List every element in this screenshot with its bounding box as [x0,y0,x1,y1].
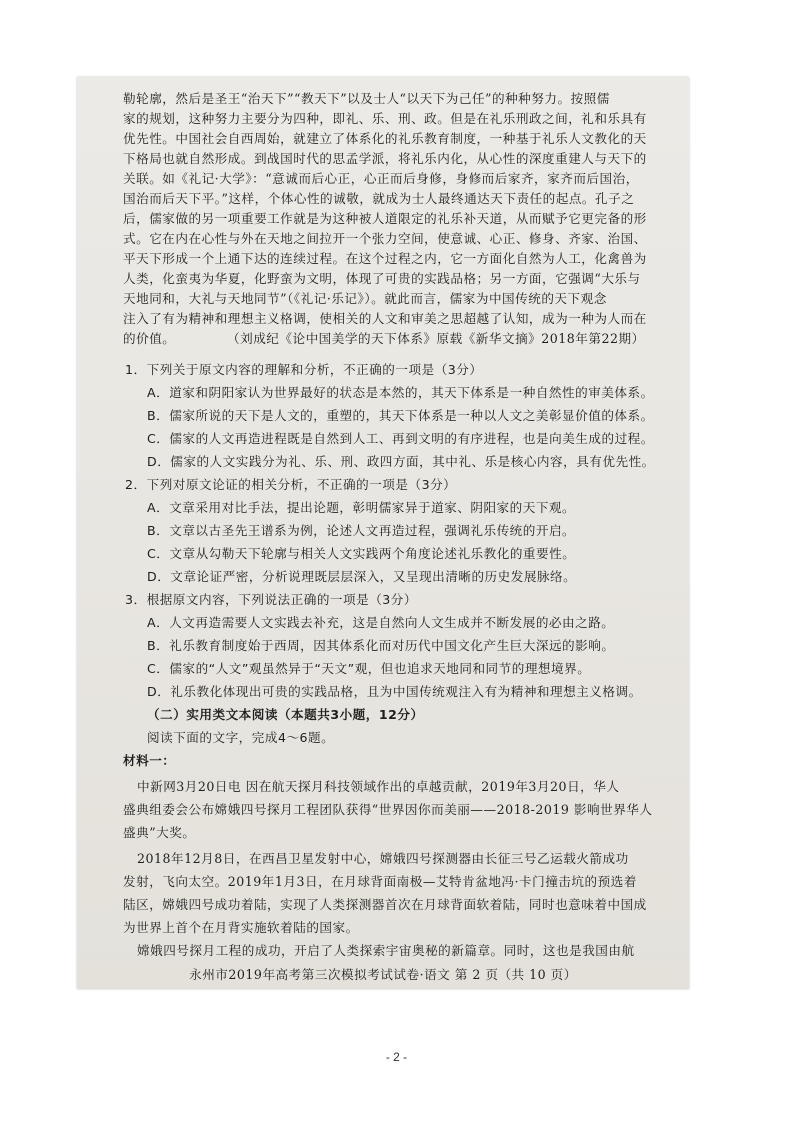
question-stem: 3．根据原文内容，下列说法正确的一项是（3分） [125,592,417,607]
question-stem: 2．下列对原文论证的相关分析，不正确的一项是（3分） [125,477,457,492]
passage-line: 天地同和，大礼与天地同节”（《礼记·乐记》）。就此而言，儒家为中国传统的天下观念 [123,291,607,306]
question-option: D．儒家的人文实践分为礼、乐、刑、政四方面，其中礼、乐是核心内容，具有优先性。 [147,454,655,469]
page-number: - 2 - [385,1050,408,1064]
question-option: C．儒家的“人文”观虽然异于“天文”观，但也追求天地同和同节的理想境界。 [147,661,591,676]
passage-line: 人类，化蛮夷为华夏，化野蛮为文明，体现了可贵的实践品格；另一方面，它强调“大乐与 [123,271,641,286]
passage-line: 后，儒家做的另一项重要工作就是为这种被人道限定的礼乐补天道，从而赋予它更完备的形 [123,211,647,226]
instruction: 阅读下面的文字，完成4～6题。 [147,730,335,745]
section-heading: （二）实用类文本阅读（本题共3小题，12分） [147,707,424,722]
page-footer: 永州市2019年高考第三次模拟考试试卷·语文 第 2 页（共 10 页） [189,967,577,982]
material-label: 材料一： [123,753,176,768]
material-line: 为世界上首个在月背实施软着陆的国家。 [123,920,359,935]
passage-line: 家的规划，这种努力主要分为四种，即礼、乐、刑、政。但是在礼乐刑政之间，礼和乐具有 [123,111,647,126]
material-line: 陆区，嫦娥四号成功着陆，实现了人类探测器首次在月球背面软着陆，同时也意味着中国成 [123,897,647,912]
passage-line: 优先性。中国社会自西周始，就建立了体系化的礼乐教育制度，一种基于礼乐人文教化的天 [123,131,647,146]
material-line: 2018年12月8日，在西昌卫星发射中心，嫦娥四号探测器由长征三号乙运载火箭成功 [137,851,629,866]
question-option: C．文章从勾勒天下轮廓与相关人文实践两个角度论述礼乐教化的重要性。 [147,546,576,561]
question-option: A．文章采用对比手法，提出论题，彰明儒家异于道家、阴阳家的天下观。 [147,500,576,515]
passage-line: 下格局也就自然形成。到战国时代的思孟学派，将礼乐内化，从心性的深度重建人与天下的 [123,151,647,166]
material-line: 中新网3月20日电 因在航天探月科技领域作出的卓越贡献，2019年3月20日，华人 [137,779,620,794]
passage-line: 式。它在内在心性与外在天地之间拉开一个张力空间，使意诚、心正、修身、齐家、治国、 [123,231,647,246]
material-line: 发射，飞向太空。2019年1月3日，在月球背面南极—艾特肯盆地冯·卡门撞击坑的预选着 [123,874,637,889]
passage-line: 勒轮廓，然后是圣王“治天下”“教天下”以及士人“以天下为己任”的种种努力。按照儒 [123,91,610,106]
question-option: D．礼乐教化体现出可贵的实践品格，且为中国传统观注入有为精神和理想主义格调。 [147,684,642,699]
question-option: A．人文再造需要人文实践去补充，这是自然向人文生成并不断发展的必由之路。 [147,615,615,630]
question-option: A．道家和阴阳家认为世界最好的状态是本然的，其天下体系是一种自然性的审美体系。 [147,385,654,400]
material-line: 嫦娥四号探月工程的成功，开启了人类探索宇宙奥秘的新篇章。同时，这也是我国由航 [137,943,635,958]
passage-line: 注入了有为精神和理想主义格调，使相关的人文和审美之思超越了认知，成为一种为人而在 [123,311,647,326]
passage-line: 平天下形成一个上通下达的连续过程。在这个过程之内，它一方面化自然为人工，化禽兽为 [123,251,647,266]
citation: （刘成纪《论中国美学的天下体系》原载《新华文摘》2018年第22期） [227,331,645,346]
passage-line: 的价值。 [123,331,176,346]
passage-line: 关联。如《礼记·大学》：“意诚而后心正，心正而后身修，身修而后家齐，家齐而后国治， [123,171,639,186]
question-option: B．文章以古圣先王谱系为例，论述人文再造过程，强调礼乐传统的开启。 [147,523,576,538]
question-option: D．文章论证严密，分析说理既层层深入，又呈现出清晰的历史发展脉络。 [147,569,577,584]
question-stem: 1．下列关于原文内容的理解和分析，不正确的一项是（3分） [125,362,483,377]
question-option: B．儒家所说的天下是人文的，重塑的，其天下体系是一种以人文之美彰显价值的体系。 [147,408,654,423]
question-option: C．儒家的人文再造进程既是自然到人工、再到文明的有序进程，也是向美生成的过程。 [147,431,654,446]
scanned-page-photo [77,77,689,989]
material-line: 盛典组委会公布嫦娥四号探月工程团队获得“世界因你而美丽——2018-2019 影响世界华人 [123,802,653,817]
passage-line: 国治而后天下平。”这样，个体心性的诚敬，就成为士人最终通达天下责任的起点。孔子之 [123,191,635,206]
question-option: B．礼乐教育制度始于西周，因其体系化而对历代中国文化产生巨大深远的影响。 [147,638,615,653]
material-line: 盛典”大奖。 [123,825,196,840]
